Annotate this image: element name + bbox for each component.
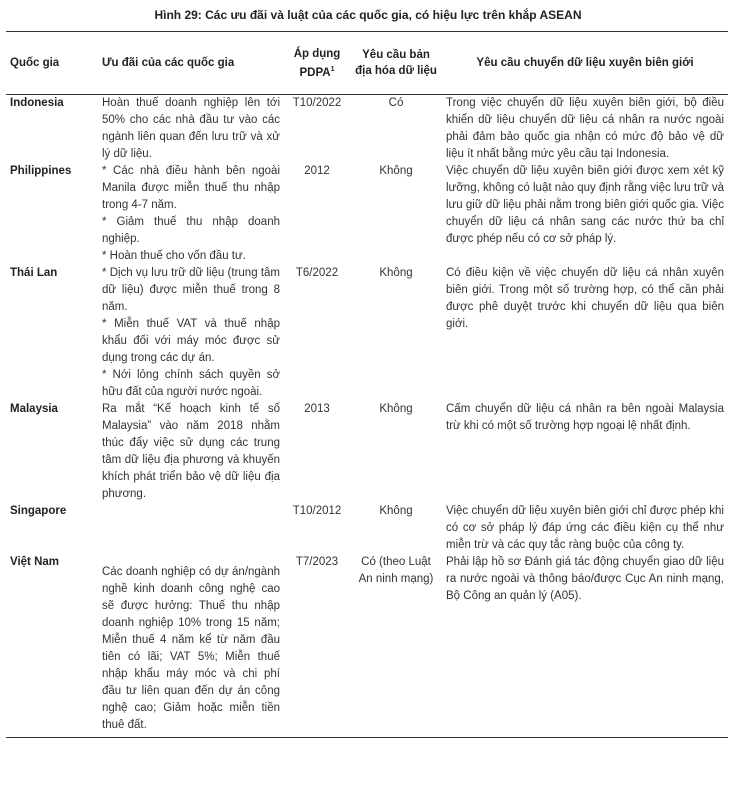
incentive-cell — [98, 95, 284, 164]
incentive-line: Ra mắt “Kế hoạch kinh tế số Malaysia” vào năm 2018 nhằm thúc đẩy việc sử dụng các trung tâm dữ liệu địa phương và khuyến khích phát triển bảo vệ dữ liệu địa phương. — [102, 403, 280, 500]
header-incentive: Ưu đãi của các quốc gia — [98, 32, 284, 95]
localization-cell: Không — [379, 267, 413, 279]
header-pdpa-footnote: 1 — [330, 65, 335, 73]
asean-data-policy-table — [6, 31, 728, 738]
pdpa-cell: T7/2023 — [284, 554, 350, 738]
table-row-malaysia — [6, 401, 728, 503]
table-row-indonesia — [6, 95, 728, 164]
header-localization: Yêu cầu bản địa hóa dữ liệu — [350, 32, 442, 95]
country-cell: Singapore — [10, 505, 67, 517]
incentive-line: * Hoàn thuế cho vốn đầu tư. — [102, 250, 246, 262]
localization-cell: Không — [379, 505, 413, 517]
header-cross-border-transfer: Yêu cầu chuyển dữ liệu xuyên biên giới — [442, 32, 728, 95]
pdpa-cell: 2012 — [304, 165, 330, 177]
header-pdpa — [284, 32, 350, 95]
localization-cell: Có (theo Luật An ninh mạng) — [350, 554, 442, 738]
country-cell: Indonesia — [10, 97, 64, 109]
transfer-cell: Phải lập hồ sơ Đánh giá tác động chuyển giao dữ liệu ra nước ngoài và thông báo/được Cục An ninh mạng, Bộ Công an quản lý (A05). — [442, 554, 728, 738]
pdpa-cell: T10/2022 — [292, 97, 342, 109]
incentive-line: Các doanh nghiệp có dự án/ngành nghề kinh doanh công nghệ cao sẽ được hưởng: Thuế thu nhập doanh nghiệp 10% trong 15 năm; Miễn thuế 4 năm kể từ năm đầu tiên có lãi; VAT 5%; Miễn thuế nhập khẩu máy móc và chi phí đầu tư liên quan đến dự án công nghệ cao; Giảm hoặc miễn tiền thuê đất. — [102, 566, 280, 731]
incentive-cell — [98, 265, 284, 401]
incentive-cell — [98, 503, 284, 554]
incentive-line: * Nới lỏng chính sách quyền sở hữu đất của người nước ngoài. — [102, 369, 280, 398]
pdpa-cell: 2013 — [304, 403, 330, 415]
transfer-cell: Có điều kiện về việc chuyển dữ liệu cá nhân xuyên biên giới. Trong một số trường hợp, có thể cần phải được phê duyệt trước khi chuyển dữ liệu qua biên giới. — [446, 267, 724, 330]
localization-cell: Không — [379, 403, 413, 415]
incentive-line: * Giảm thuế thu nhập doanh nghiệp. — [102, 216, 280, 245]
incentive-line: * Miễn thuế VAT và thuế nhập khẩu đối với máy móc được sử dụng trong các dự án. — [102, 318, 280, 364]
pdpa-cell: T10/2012 — [292, 505, 342, 517]
pdpa-cell: T6/2022 — [295, 267, 339, 279]
country-cell: Philippines — [10, 165, 72, 177]
country-cell: Malaysia — [10, 403, 58, 415]
transfer-cell: Trong việc chuyển dữ liệu xuyên biên giới, bộ điều khiển dữ liệu chuyển dữ liệu cá nhân ra nước ngoài phải đảm bảo quốc gia nhận có mức độ bảo vệ dữ liệu ít nhất bằng mức yêu cầu tại Indonesia. — [446, 97, 724, 160]
incentive-line: * Các nhà điều hành bên ngoài Manila được miễn thuế thu nhập trong 4-7 năm. — [102, 165, 280, 211]
header-country: Quốc gia — [6, 32, 98, 95]
table-header-row — [6, 32, 728, 95]
incentive-cell — [98, 163, 284, 265]
incentive-cell — [98, 401, 284, 503]
table-row-singapore — [6, 503, 728, 554]
country-cell: Việt Nam — [6, 554, 98, 738]
transfer-cell: Việc chuyển dữ liệu xuyên biên giới được xem xét kỹ lưỡng, không có luật nào quy định rằng việc lưu trữ và lưu giữ dữ liệu phải nằm trong biên giới quốc gia. Việc chuyển dữ liệu cá nhân sang các nước thứ ba chỉ được phép nếu có cơ sở pháp lý. — [446, 165, 724, 245]
table-row-thailand — [6, 265, 728, 401]
table-row-philippines — [6, 163, 728, 265]
header-pdpa-label: Áp dụng PDPA — [293, 47, 341, 79]
table-row-vietnam — [6, 554, 728, 738]
transfer-cell: Việc chuyển dữ liệu xuyên biên giới chỉ được phép khi có cơ sở pháp lý đáp ứng các điều kiện cụ thể như miễn trừ và các quy tắc ràng buộc của công ty. — [446, 505, 724, 551]
figure-caption: Hình 29: Các ưu đãi và luật của các quốc gia, có hiệu lực trên khắp ASEAN — [154, 8, 582, 22]
transfer-cell: Cấm chuyển dữ liệu cá nhân ra bên ngoài Malaysia trừ khi có một số trường hợp ngoại lệ nhất định. — [446, 403, 724, 432]
localization-cell: Không — [379, 165, 413, 177]
incentive-line: * Dịch vụ lưu trữ dữ liệu (trung tâm dữ liệu) được miễn thuế trong 8 năm. — [102, 267, 280, 313]
country-cell: Thái Lan — [10, 267, 58, 279]
incentive-line: Hoàn thuế doanh nghiệp lên tới 50% cho các nhà đầu tư vào các ngành liên quan đến lưu trữ và xử lý dữ liệu. — [102, 97, 280, 160]
incentive-cell — [98, 554, 284, 738]
localization-cell: Có — [388, 97, 404, 109]
